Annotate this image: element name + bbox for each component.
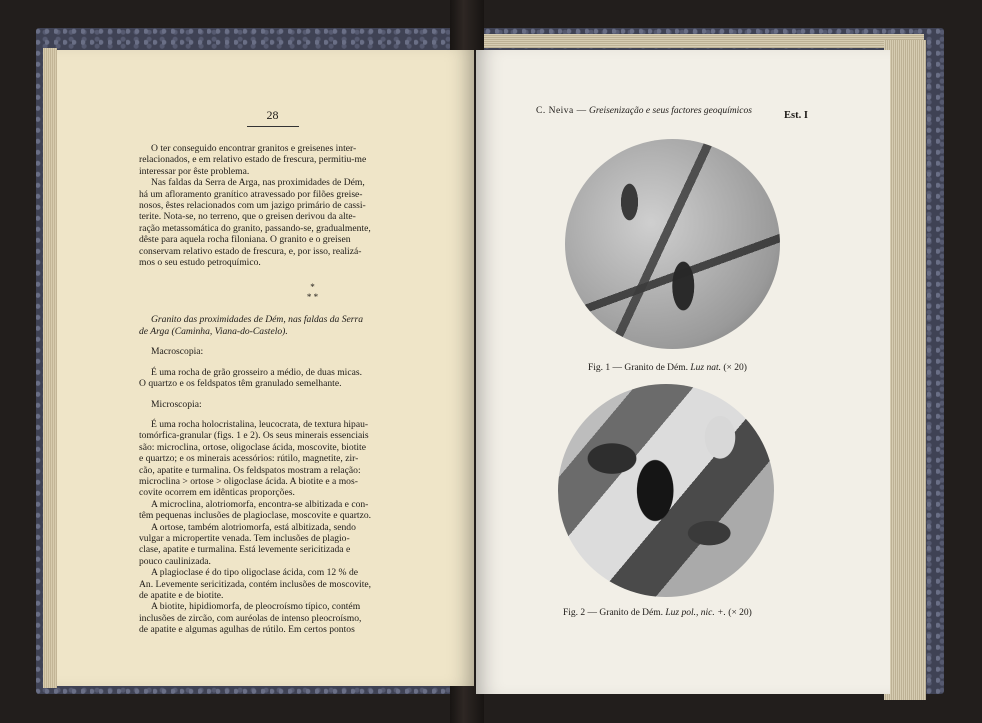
text-line: vulgar a micropertite venada. Tem inclusões de plagio- <box>139 532 350 544</box>
plate-label: Est. I <box>784 110 808 121</box>
text-line: são: microclina, ortose, oligoclase ácida, moscovite, biotite <box>139 441 366 453</box>
page-number-rule <box>247 126 299 127</box>
right-page <box>476 50 890 694</box>
text-line: É uma rocha holocristalina, leucocrata, de textura hipau- <box>151 418 369 430</box>
text-line: terite. Nota-se, no terreno, que o greisen derivou da alte- <box>139 211 356 223</box>
section-title <box>139 314 446 337</box>
plagioclase-paragraph <box>139 567 446 601</box>
left-page <box>57 50 474 686</box>
text-line: O ter conseguido encontrar granitos e greisenes inter- <box>151 143 357 154</box>
caption-magnification: (× 20) <box>728 608 752 618</box>
text-line: A plagioclase é do tipo oligoclase ácida, com 12 % de <box>151 567 359 579</box>
text-line: e quartzo; e os minerais acessórios: rútilo, magnetite, zir- <box>139 453 359 465</box>
caption-light: Luz nat. <box>690 363 722 373</box>
microscopia-heading: Microscopia: <box>151 398 202 410</box>
micrograph-figure-2 <box>558 384 774 597</box>
intro-paragraph <box>139 143 446 177</box>
micrograph-figure-1 <box>565 139 780 349</box>
ortose-paragraph <box>139 522 446 568</box>
text-line: O quartzo e os feldspatos têm granulado semelhante. <box>139 378 342 390</box>
figure-2-caption <box>563 608 752 618</box>
star-line: * <box>310 282 315 293</box>
figure-1-caption <box>588 363 747 373</box>
top-page-edges <box>484 34 924 48</box>
text-line: de Arga (Caminha, Viana-do-Castelo). <box>139 325 288 337</box>
text-line: dêste para aquela rocha filoniana. O granito e o greisen <box>139 234 351 246</box>
text-line: inclusões de zircão, com auréolas de intenso pleocroísmo, <box>139 612 362 624</box>
location-paragraph <box>139 177 446 268</box>
text-line: An. Levemente sericitizada, contém inclusões de moscovite, <box>139 578 372 590</box>
biotite-paragraph <box>139 601 446 635</box>
text-line: clase, apatite e turmalina. Está levemente sericitizada e <box>139 544 351 556</box>
header-author: C. Neiva — <box>536 106 587 116</box>
text-line: microclina > ortose > oligoclase ácida. A biotite e a mos- <box>139 475 358 487</box>
text-line: há um afloramento granítico atravessado por filões greise- <box>139 188 363 200</box>
text-line: ração metassomática do granito, passando-se, gradualmente, <box>139 222 371 234</box>
text-line: A ortose, também alotriomorfa, está albitizada, sendo <box>151 521 356 533</box>
text-line: A biotite, hipidiomorfa, de pleocroísmo típico, contém <box>151 601 361 613</box>
text-line: interessar por êste problema. <box>139 165 250 177</box>
text-line: É uma rocha de grão grosseiro a médio, de duas micas. <box>151 366 362 378</box>
running-header <box>536 106 816 116</box>
text-line: pouco caulinizada. <box>139 555 211 567</box>
caption-prefix: Fig. 2 — Granito de Dém. <box>563 608 664 618</box>
section-divider-stars <box>139 282 446 302</box>
caption-light: Luz pol., nic. +. <box>665 608 726 618</box>
text-line: de apatite e de biotite. <box>139 590 224 601</box>
text-line: relacionados, e em relativo estado de frescura, permitiu-me <box>139 154 367 166</box>
macroscopia-paragraph <box>139 367 446 390</box>
macroscopia-heading: Macroscopia: <box>151 346 204 358</box>
caption-prefix: Fig. 1 — Granito de Dém. <box>588 363 689 373</box>
star-line: * * <box>306 292 319 303</box>
right-page-edges <box>884 40 926 700</box>
caption-magnification: (× 20) <box>723 363 747 373</box>
page-number: 28 <box>266 108 279 122</box>
text-line: Nas faldas da Serra de Arga, nas proximidades de Dém, <box>151 177 365 189</box>
left-page-edges <box>43 48 57 688</box>
text-line: conservam relativo estado de frescura, e, por isso, realizá- <box>139 245 362 257</box>
text-line: Granito das proximidades de Dém, nas faldas da Serra <box>151 314 364 326</box>
text-line: covite ocorrem em idênticas proporções. <box>139 487 295 499</box>
text-line: nosos, êstes relacionados com um jazigo primário de cassi- <box>139 200 366 212</box>
text-line: cão, apatite e turmalina. Os feldspatos mostram a relação: <box>139 464 361 476</box>
header-title: Greisenização e seus factores geoquímicos <box>589 106 752 116</box>
microscopia-paragraph <box>139 419 446 499</box>
microclina-paragraph <box>139 499 446 522</box>
text-line: de apatite e algumas agulhas de rútilo. Em certos pontos <box>139 624 355 636</box>
text-line: têm pequenas inclusões de plagioclase, moscovite e quartzo. <box>139 510 372 522</box>
text-line: tomórfica-granular (figs. 1 e 2). Os seus minerais essenciais <box>139 430 369 442</box>
text-line: A microclina, alotriomorfa, encontra-se albitizada e con- <box>151 498 369 510</box>
text-line: mos o seu estudo petroquímico. <box>139 257 261 269</box>
